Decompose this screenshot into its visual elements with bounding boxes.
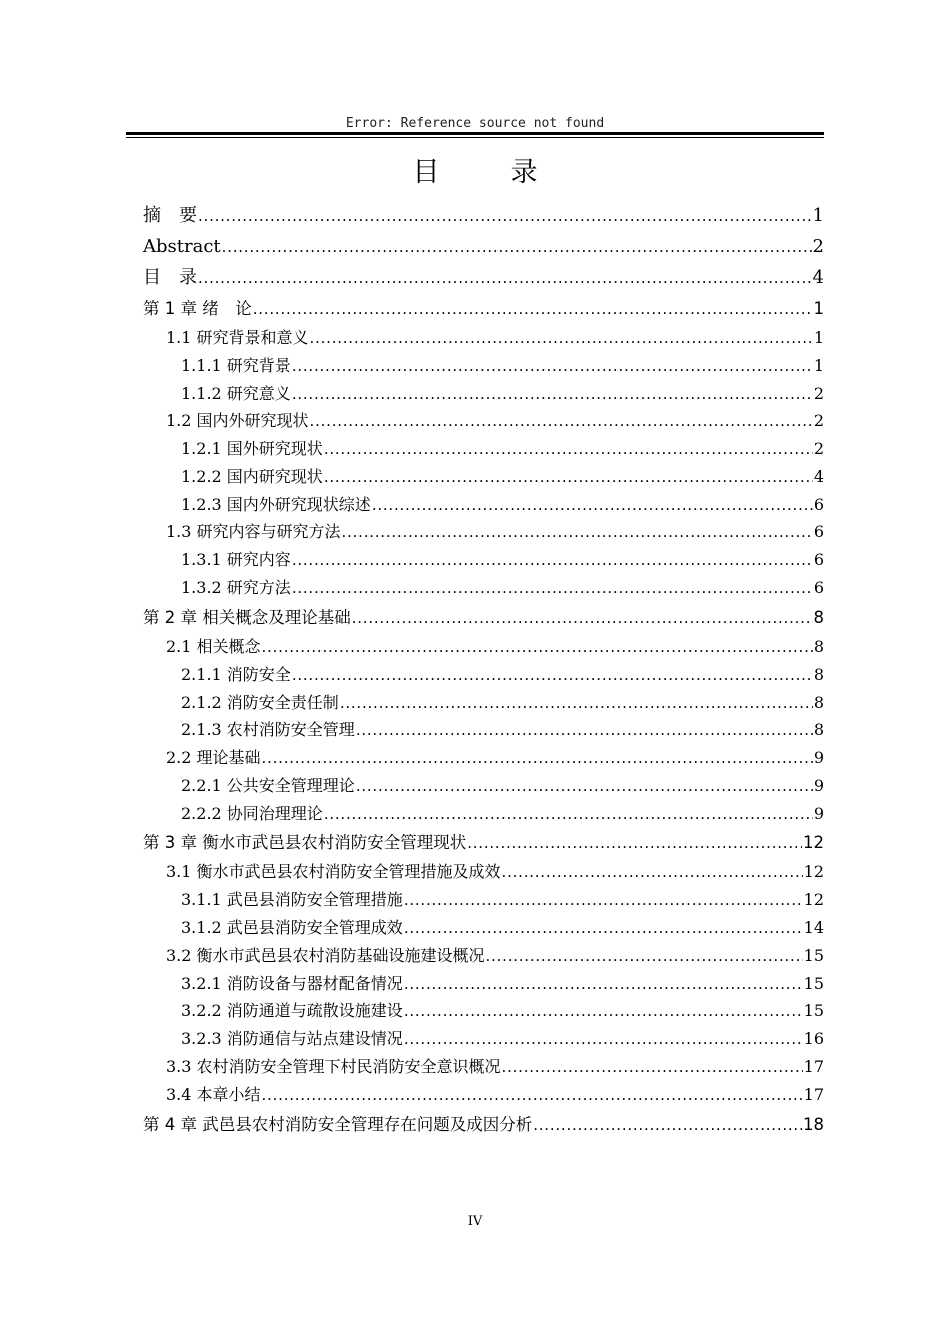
toc-entry-label: 3.1.1 武邑县消防安全管理措施 — [181, 890, 403, 910]
toc-entry-label: 1.3.2 研究方法 — [181, 578, 291, 598]
toc-leader-dots — [502, 865, 803, 880]
toc-entry[interactable] — [143, 914, 824, 942]
toc-leader-dots — [356, 723, 813, 738]
toc-entry[interactable] — [143, 827, 824, 858]
toc-entry-page: 8 — [813, 664, 824, 684]
toc-entry-label: 目 录 — [143, 267, 197, 288]
toc-entry-page: 4 — [813, 467, 824, 487]
toc-leader-dots — [292, 668, 813, 683]
toc-entry[interactable] — [143, 602, 824, 633]
toc-entry-page: 12 — [803, 862, 824, 882]
toc-leader-dots — [292, 553, 813, 568]
toc-leader-dots — [253, 302, 813, 317]
toc-entry-page: 6 — [813, 550, 824, 570]
toc-entry-label: 摘 要 — [143, 205, 197, 226]
toc-entry-page: 1 — [813, 328, 824, 347]
toc-entry-label: 2.2.1 公共安全管理理论 — [181, 775, 355, 795]
toc-leader-dots — [340, 696, 813, 711]
toc-entry-page: 1 — [813, 299, 824, 318]
toc-entry[interactable] — [143, 574, 824, 602]
toc-entry[interactable] — [143, 435, 824, 463]
toc-entry-page: 6 — [813, 494, 824, 514]
toc-leader-dots — [486, 949, 803, 964]
toc-leader-dots — [404, 893, 803, 908]
header-rule-thin — [126, 137, 824, 138]
toc-entry-label: 2.1 相关概念 — [166, 636, 261, 656]
toc-entry[interactable] — [143, 800, 824, 828]
toc-entry-label: 1.1.1 研究背景 — [181, 356, 291, 375]
toc-entry-page: 9 — [813, 747, 824, 767]
toc-entry-label: Abstract — [143, 236, 221, 257]
toc-entry-page: 8 — [813, 636, 824, 656]
toc-entry[interactable] — [143, 1081, 824, 1109]
toc-leader-dots — [404, 1004, 803, 1019]
toc-leader-dots — [404, 977, 803, 992]
toc-leader-dots — [404, 1032, 803, 1047]
toc-entry-page: 2 — [813, 411, 824, 431]
toc-entry[interactable] — [143, 491, 824, 519]
toc-entry[interactable] — [143, 858, 824, 886]
toc-entry-label: 第 4 章 武邑县农村消防安全管理存在问题及成因分析 — [143, 1114, 533, 1134]
toc-entry-label: 2.1.3 农村消防安全管理 — [181, 720, 355, 740]
toc-entry[interactable] — [143, 886, 824, 914]
toc-entry[interactable] — [143, 661, 824, 689]
toc-leader-dots — [352, 611, 813, 626]
toc-entry-label: 3.4 本章小结 — [166, 1084, 261, 1104]
toc-entry-page: 1 — [813, 356, 824, 375]
toc-entry-page: 6 — [813, 578, 824, 598]
toc-leader-dots — [324, 470, 813, 485]
page-number: IV — [467, 1214, 483, 1229]
toc-leader-dots — [502, 1060, 803, 1075]
toc-leader-dots — [342, 525, 813, 540]
toc-entry[interactable] — [143, 231, 824, 262]
toc-entry-label: 1.1 研究背景和意义 — [166, 328, 309, 347]
toc-entry-label: 第 1 章 绪 论 — [143, 299, 252, 318]
toc-entry-page: 2 — [813, 383, 824, 403]
toc-entry-page: 18 — [803, 1114, 824, 1134]
toc-entry-page: 8 — [813, 607, 824, 627]
toc-leader-dots — [292, 581, 813, 596]
toc-entry[interactable] — [143, 970, 824, 998]
toc-entry-page: 17 — [803, 1084, 824, 1104]
toc-leader-dots — [372, 498, 813, 513]
table-of-contents — [143, 200, 824, 1140]
toc-entry[interactable] — [143, 262, 824, 293]
toc-entry[interactable] — [143, 200, 824, 231]
toc-entry-page: 12 — [803, 833, 824, 853]
header-rule-thick — [126, 132, 824, 135]
toc-entry[interactable] — [143, 1025, 824, 1053]
toc-entry-page: 12 — [803, 890, 824, 910]
toc-entry-label: 1.1.2 研究意义 — [181, 383, 291, 403]
toc-entry-label: 3.1 衡水市武邑县农村消防安全管理措施及成效 — [166, 862, 501, 882]
toc-entry[interactable] — [143, 1109, 824, 1140]
toc-leader-dots — [198, 209, 812, 224]
toc-leader-dots — [292, 387, 813, 402]
toc-entry-page: 14 — [803, 917, 824, 937]
toc-entry-label: 1.2.3 国内外研究现状综述 — [181, 494, 371, 514]
toc-entry-label: 1.2.2 国内研究现状 — [181, 467, 323, 487]
toc-entry[interactable] — [143, 293, 824, 324]
toc-entry[interactable] — [143, 463, 824, 491]
toc-entry-label: 3.2.2 消防通道与疏散设施建设 — [181, 1001, 403, 1021]
toc-entry[interactable] — [143, 324, 824, 352]
toc-leader-dots — [292, 359, 813, 374]
toc-leader-dots — [262, 1088, 803, 1103]
toc-entry-label: 2.1.1 消防安全 — [181, 664, 291, 684]
toc-entry-page: 2 — [813, 439, 824, 459]
toc-leader-dots — [404, 921, 803, 936]
toc-leader-dots — [310, 414, 813, 429]
toc-entry[interactable] — [143, 716, 824, 744]
toc-entry-page: 8 — [813, 720, 824, 740]
toc-entry-label: 第 2 章 相关概念及理论基础 — [143, 607, 351, 627]
toc-entry-page: 9 — [813, 803, 824, 823]
toc-leader-dots — [533, 1118, 802, 1133]
toc-entry[interactable] — [143, 1053, 824, 1081]
toc-leader-dots — [310, 331, 813, 346]
toc-entry[interactable] — [143, 518, 824, 546]
toc-entry[interactable] — [143, 997, 824, 1025]
toc-entry-label: 3.2.1 消防设备与器材配备情况 — [181, 973, 403, 993]
toc-entry-label: 2.2.2 协同治理理论 — [181, 803, 323, 823]
toc-entry[interactable] — [143, 352, 824, 380]
toc-leader-dots — [222, 240, 812, 255]
toc-leader-dots — [467, 836, 802, 851]
toc-entry[interactable] — [143, 772, 824, 800]
toc-entry[interactable] — [143, 546, 824, 574]
toc-entry-page: 17 — [803, 1056, 824, 1076]
toc-entry[interactable] — [143, 407, 824, 435]
toc-entry-label: 3.3 农村消防安全管理下村民消防安全意识概况 — [166, 1056, 501, 1076]
toc-entry-label: 2.2 理论基础 — [166, 747, 261, 767]
toc-entry-label: 3.1.2 武邑县消防安全管理成效 — [181, 917, 403, 937]
toc-entry-label: 1.2 国内外研究现状 — [166, 411, 309, 431]
toc-leader-dots — [356, 779, 813, 794]
toc-leader-dots — [324, 807, 813, 822]
toc-entry-page: 1 — [812, 205, 824, 226]
toc-entry-page: 6 — [813, 522, 824, 542]
toc-title: 目 录 — [412, 157, 560, 188]
toc-leader-dots — [324, 442, 813, 457]
toc-entry-page: 15 — [803, 1001, 824, 1021]
toc-entry-label: 3.2 衡水市武邑县农村消防基础设施建设概况 — [166, 945, 485, 965]
toc-entry[interactable] — [143, 942, 824, 970]
toc-entry-page: 16 — [803, 1029, 824, 1048]
toc-entry-label: 1.3.1 研究内容 — [181, 550, 291, 570]
toc-entry-label: 1.2.1 国外研究现状 — [181, 439, 323, 459]
toc-entry-page: 2 — [812, 236, 824, 257]
toc-entry-label: 第 3 章 衡水市武邑县农村消防安全管理现状 — [143, 833, 467, 853]
toc-entry-page: 15 — [803, 973, 824, 993]
toc-entry-page: 8 — [813, 692, 824, 712]
toc-entry[interactable] — [143, 744, 824, 772]
toc-entry-label: 3.2.3 消防通信与站点建设情况 — [181, 1029, 403, 1048]
toc-entry-label: 1.3 研究内容与研究方法 — [166, 522, 341, 542]
toc-entry-page: 4 — [812, 267, 824, 288]
toc-entry-page: 15 — [803, 945, 824, 965]
toc-entry[interactable] — [143, 633, 824, 661]
toc-entry-label: 2.1.2 消防安全责任制 — [181, 692, 339, 712]
toc-entry-page: 9 — [813, 775, 824, 795]
toc-leader-dots — [198, 271, 812, 286]
running-header: Error: Reference source not found — [345, 116, 605, 131]
toc-leader-dots — [262, 640, 813, 655]
toc-leader-dots — [262, 751, 813, 766]
toc-entry[interactable] — [143, 689, 824, 717]
toc-entry[interactable] — [143, 380, 824, 408]
